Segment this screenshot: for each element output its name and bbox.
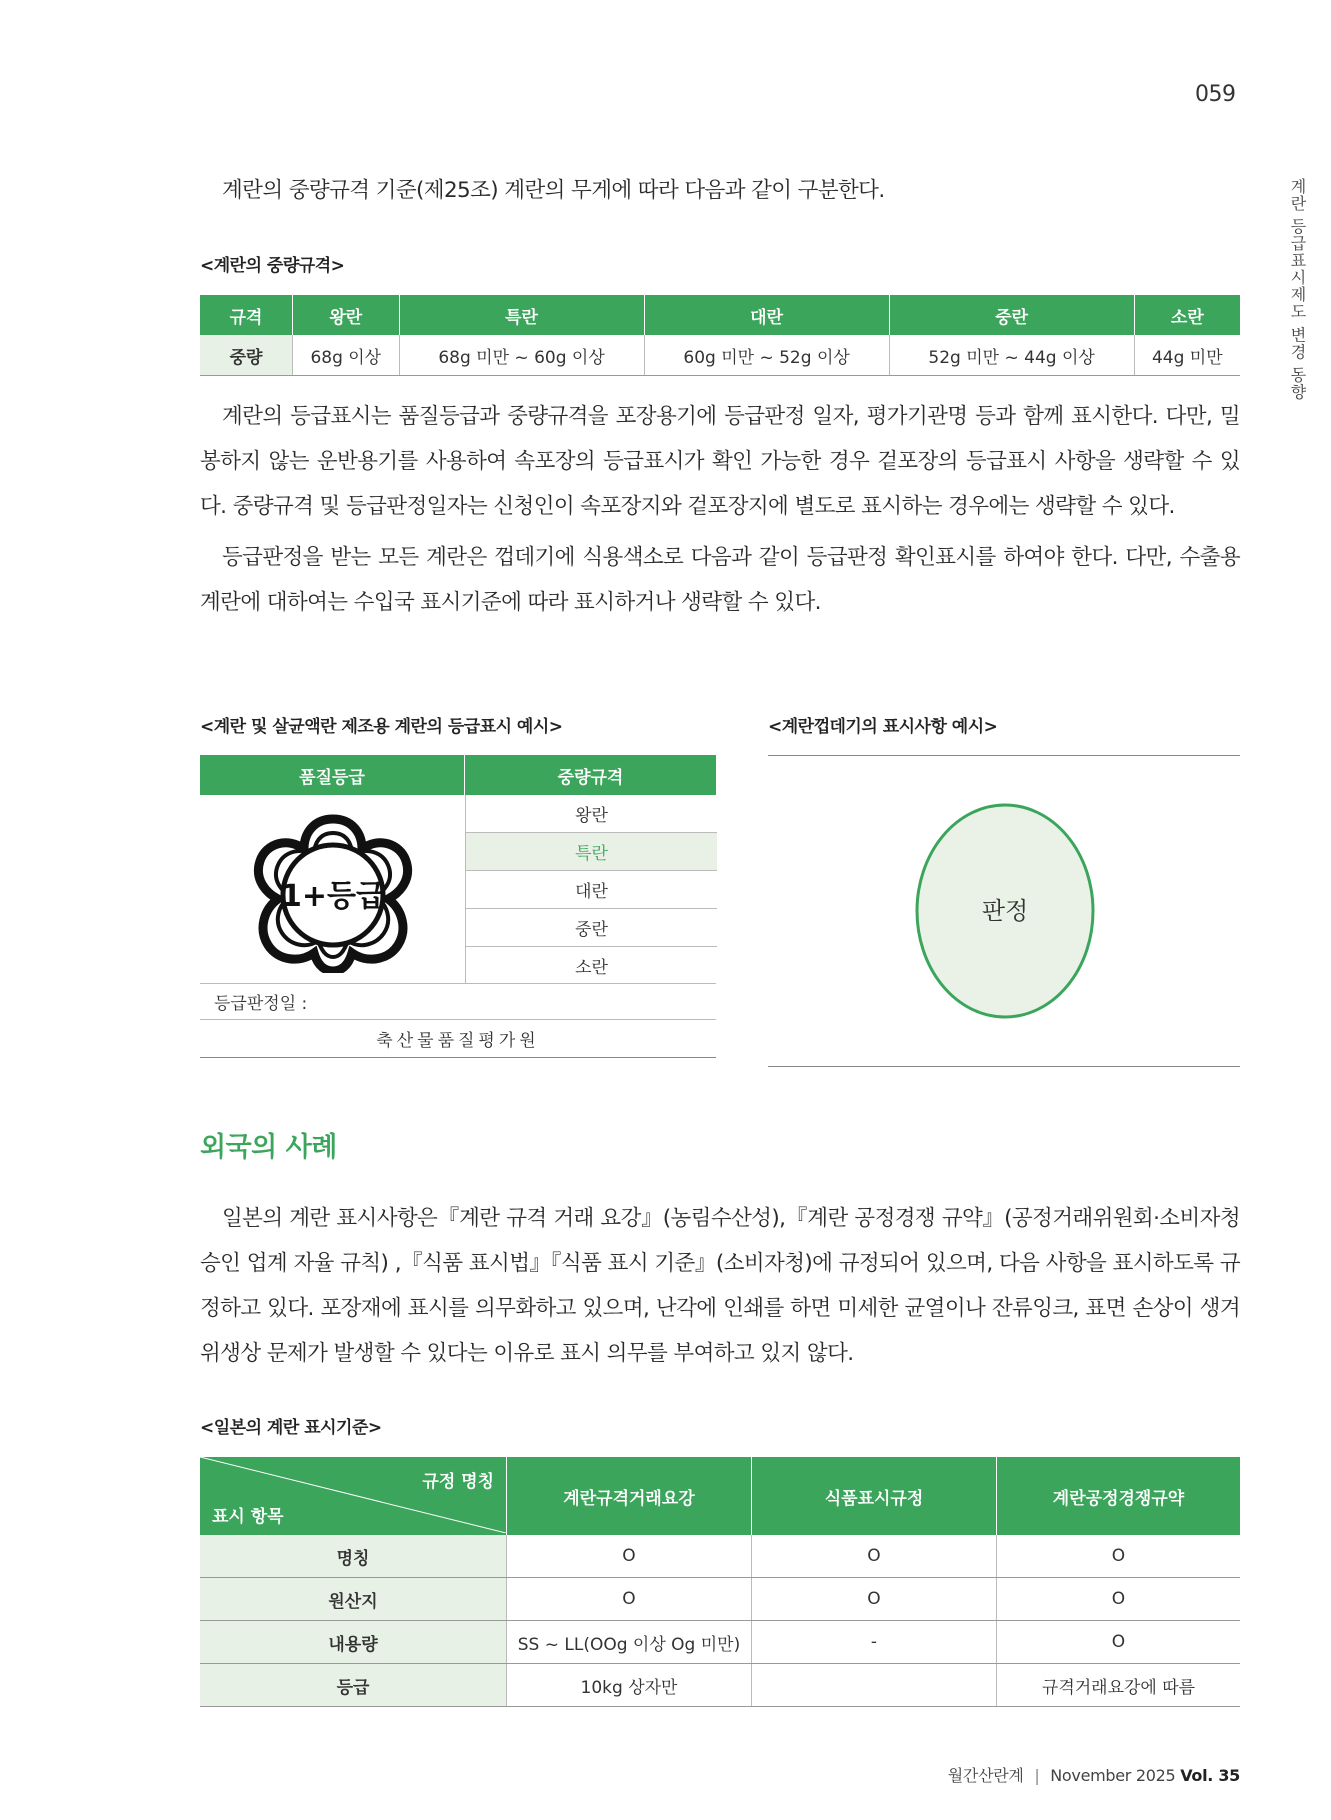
table-row [200,1621,1240,1664]
grade-example-box [200,755,716,1065]
row-label: 등급 [200,1664,507,1707]
quality-header: 품질등급 [200,755,464,795]
table-row [200,1578,1240,1621]
size-row: 소란 [465,947,717,984]
grade-paragraph-2: 등급판정을 받는 모든 계란은 껍데기에 식용색소로 다음과 같이 등급판정 확인표시를 하여야 한다. 다만, 수출용 계란에 대하여는 수입국 표시기준에 따라 표시하거나 생략할 수 있다. [200,545,1240,615]
header-cell: 특란 [399,295,644,335]
grade-paragraphs [200,394,1240,625]
grade-example-caption: <계란 및 살균액란 제조용 계란의 등급표시 예시> [200,717,563,737]
size-row: 대란 [465,871,717,909]
header-cell: 규격 [200,295,293,335]
weight-table-row [200,335,1240,376]
table-cell: SS ~ LL(OOg 이상 Og 미만) [507,1621,752,1664]
footer-divider: | [1034,1766,1040,1785]
grade-paragraph-1: 계란의 등급표시는 품질등급과 중량규격을 포장용기에 등급판정 일자, 평가기관명 등과 함께 표시한다. 다만, 밀봉하지 않는 운반용기를 사용하여 속포장의 등급표시가 확인 가능한 경우 겉포장의 등급표시 사항을 생략할 수 있다. 중량규격 및 등급판정일자는 신청인이 속포장지와 겉포장지에 별도로 표시하는 경우에는 생략할 수 있다. [200,404,1240,519]
table-cell: O [507,1578,752,1621]
table-cell: O [997,1578,1241,1621]
row-label: 원산지 [200,1578,507,1621]
table-cell: 44g 미만 [1134,335,1240,376]
table-cell: O [507,1535,752,1578]
table-cell: O [997,1621,1241,1664]
table-cell: O [997,1535,1241,1578]
header-cell: 중란 [889,295,1134,335]
intro-text: 계란의 중량규격 기준(제25조) 계란의 무게에 따라 다음과 같이 구분한다. [222,178,885,203]
size-row-highlighted: 특란 [465,833,717,871]
weight-table-header [200,295,1240,335]
row-label: 명칭 [200,1535,507,1578]
japan-paragraph [200,1196,1240,1376]
header-cell: 계란공정경쟁규약 [997,1457,1241,1535]
corner-bottom-label: 표시 항목 [212,1507,284,1527]
grade-flower-mark [248,813,418,973]
egg-stamp-text: 판정 [981,897,1029,925]
table-cell: 10kg 상자만 [507,1664,752,1707]
japan-table [200,1457,1240,1707]
table-cell: O [752,1578,997,1621]
eggshell-caption: <계란껍데기의 표시사항 예시> [768,717,998,737]
footer-volume: Vol. 35 [1180,1766,1240,1785]
table-cell: 규격거래요강에 따름 [997,1664,1241,1707]
table-cell: 52g 미만 ~ 44g 이상 [889,335,1134,376]
intro-paragraph [200,168,1240,213]
japan-text: 일본의 계란 표시사항은『계란 규격 거래 요강』(농림수산성),『계란 공정경쟁 규약』(공정거래위원회·소비자청 승인 업계 자율 규칙) ,『식품 표시법』『식품 표시 기준』(소비자청)에 규정되어 있으며, 다음 사항을 표시하도록 규정하고 있다. 포장재에 표시를 의무화하고 있으며, 난각에 인쇄를 하면 미세한 균열이나 잔류잉크, 표면 손상이 생겨 위생상 문제가 발생할 수 있다는 이유로 표시 의무를 부여하고 있지 않다. [200,1206,1240,1366]
header-cell: 소란 [1134,295,1240,335]
header-cell: 왕란 [293,295,400,335]
table-cell: 68g 이상 [293,335,400,376]
table-row [200,1535,1240,1578]
corner-top-label: 규정 명칭 [422,1472,494,1492]
footer [948,1763,1240,1786]
table-cell: - [752,1621,997,1664]
japan-table-caption: <일본의 계란 표시기준> [200,1418,382,1438]
row-label: 중량 [200,335,293,376]
header-cell: 대란 [644,295,889,335]
table-cell: O [752,1535,997,1578]
row-label: 내용량 [200,1621,507,1664]
organization-name: 축산물품질평가원 [200,1020,716,1058]
header-cell: 계란규격거래요강 [507,1457,752,1535]
section-title: 외국의 사례 [200,1132,337,1163]
size-row: 중란 [465,909,717,947]
weight-table-caption: <계란의 중량규격> [200,256,345,276]
grade-mark-text: 1+등급 [281,879,385,914]
size-row: 왕란 [465,795,717,833]
japan-table-header [200,1457,1240,1535]
sidebar-title: 계란 등급표시제도 변경 동향 [1288,178,1307,401]
table-cell: 68g 미만 ~ 60g 이상 [399,335,644,376]
weight-header: 중량규격 [465,755,716,795]
corner-header [200,1457,507,1535]
header-cell: 식품표시규정 [752,1457,997,1535]
table-row [200,1664,1240,1707]
eggshell-example-box [768,755,1240,1067]
table-cell [752,1664,997,1707]
footer-issue: November 2025 [1050,1766,1176,1785]
footer-magazine: 월간산란계 [947,1766,1024,1785]
grade-date-label: 등급판정일 : [200,983,716,1020]
egg-illustration [914,802,1096,1020]
page-number: 059 [1195,82,1236,107]
table-cell: 60g 미만 ~ 52g 이상 [644,335,889,376]
weight-table [200,295,1240,376]
